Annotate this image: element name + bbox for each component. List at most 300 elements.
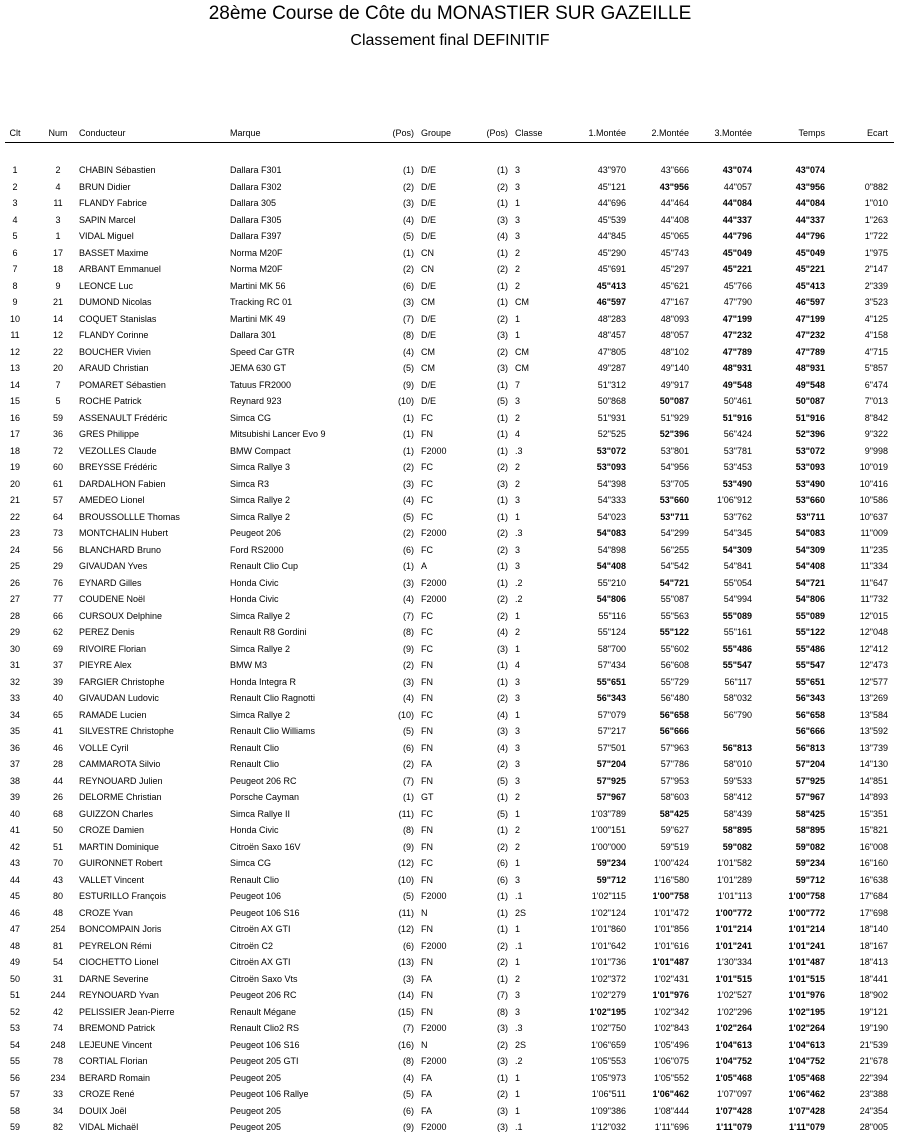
classe-cell: 1	[515, 1089, 521, 1099]
marque-cell: Renault Clio Ragnotti	[230, 693, 316, 703]
montee-1-cell: 54"806	[596, 594, 626, 604]
clt-cell: 8	[12, 280, 18, 291]
temps-cell: 44"337	[795, 214, 825, 225]
num-cell: 36	[52, 429, 63, 439]
conducteur-cell: BROUSSOLLLE Thomas	[79, 511, 180, 522]
marque-cell: Simca Rallye 2	[230, 610, 291, 621]
pos-classe-cell: (1)	[497, 1072, 508, 1083]
montee-3-cell: 44"084	[722, 198, 752, 208]
montee-2-cell: 48"093	[660, 313, 689, 324]
clt-cell: 9	[12, 297, 18, 307]
temps-cell: 49"548	[795, 379, 825, 390]
montee-1-cell: 57"079	[597, 709, 626, 720]
montee-1-cell: 51"312	[597, 379, 626, 390]
marque-cell: Dallara F305	[230, 214, 282, 225]
conducteur-cell: CURSOUX Delphine	[79, 610, 163, 621]
montee-3-cell: 45"766	[723, 280, 752, 291]
pos-classe-cell: (2)	[497, 594, 508, 604]
marque-cell: Renault Clio	[230, 874, 280, 885]
pos-groupe-cell: (6)	[403, 742, 414, 753]
pos-groupe-cell: (7)	[403, 313, 414, 324]
montee-3-cell: 45"049	[722, 247, 752, 258]
montee-2-cell: 1'08"444	[654, 1105, 689, 1116]
pos-groupe-cell: (10)	[397, 396, 414, 406]
num-cell: 56	[52, 544, 63, 555]
marque-cell: Simca Rallye 2	[230, 643, 291, 654]
ecart-cell: 17"698	[859, 907, 888, 918]
table-row	[0, 426, 900, 443]
ecart-cell: 10"586	[859, 495, 888, 505]
montee-2-cell: 43"666	[660, 165, 689, 175]
marque-cell: Peugeot 205	[230, 1105, 282, 1116]
clt-cell: 27	[9, 594, 20, 604]
montee-2-cell: 1'02"431	[654, 973, 689, 984]
marque-cell: Peugeot 206	[230, 528, 282, 538]
montee-3-cell: 48"931	[722, 363, 752, 373]
montee-1-cell: 57"925	[596, 775, 626, 786]
num-cell: 2	[55, 165, 61, 175]
clt-cell: 7	[12, 264, 18, 274]
clt-cell: 11	[10, 330, 20, 340]
montee-3-cell: 56"117	[724, 676, 752, 687]
num-cell: 54	[52, 957, 63, 967]
conducteur-cell: PEREZ Denis	[79, 627, 135, 637]
ecart-cell: 10"019	[859, 462, 888, 472]
conducteur-cell: FARGIER Christophe	[79, 676, 165, 687]
temps-cell: 57"204	[795, 759, 825, 769]
montee-3-cell: 58"895	[722, 825, 752, 835]
conducteur-cell: CHABIN Sébastien	[79, 165, 156, 175]
num-cell: 76	[52, 577, 63, 588]
pos-groupe-cell: (2)	[403, 264, 414, 274]
montee-1-cell: 1'01"736	[591, 957, 626, 967]
table-row	[0, 575, 900, 592]
marque-cell: JEMA 630 GT	[230, 363, 287, 373]
clt-cell: 58	[9, 1105, 20, 1116]
table-row	[0, 707, 900, 724]
classe-cell: CM	[515, 363, 529, 373]
montee-3-cell: 53"781	[723, 445, 752, 456]
ecart-cell: 19"190	[859, 1023, 888, 1033]
temps-cell: 55"486	[795, 643, 825, 654]
ecart-cell: 21"678	[859, 1056, 888, 1066]
montee-1-cell: 1'01"860	[591, 924, 626, 934]
montee-1-cell: 57"204	[596, 759, 626, 769]
groupe-cell: FC	[421, 478, 433, 489]
pos-classe-cell: (2)	[497, 462, 508, 472]
montee-1-cell: 45"413	[596, 280, 626, 291]
temps-cell: 53"490	[795, 478, 825, 489]
ecart-cell: 13"584	[859, 709, 888, 720]
conducteur-cell: BREYSSE Frédéric	[79, 462, 158, 472]
ecart-cell: 14"893	[859, 792, 888, 802]
num-cell: 60	[52, 462, 63, 472]
groupe-cell: D/E	[421, 330, 437, 340]
ecart-cell: 21"539	[859, 1039, 888, 1050]
pos-groupe-cell: (6)	[403, 544, 414, 555]
montee-1-cell: 46"597	[596, 297, 626, 307]
conducteur-cell: RAMADE Lucien	[79, 709, 147, 720]
montee-1-cell: 53"093	[596, 462, 626, 472]
num-cell: 57	[52, 495, 63, 505]
marque-cell: Simca Rallye 3	[230, 462, 291, 472]
pos-classe-cell: (1)	[497, 412, 508, 423]
montee-3-cell: 1'04"613	[715, 1039, 752, 1050]
table-row	[0, 921, 900, 938]
ecart-cell: 18"140	[859, 924, 888, 934]
montee-1-cell: 1'03"789	[591, 808, 626, 819]
ecart-cell: 5"857	[864, 363, 888, 373]
temps-cell: 54"806	[795, 594, 825, 604]
groupe-cell: D/E	[421, 280, 437, 291]
num-cell: 72	[52, 445, 63, 456]
document-title: 28ème Course de Côte du MONASTIER SUR GAZEILLE	[208, 3, 692, 24]
pos-classe-cell: (1)	[497, 973, 508, 984]
conducteur-cell: ARAUD Christian	[79, 363, 149, 373]
num-cell: 33	[52, 1089, 63, 1099]
table-row	[0, 1053, 900, 1070]
montee-3-cell: 53"490	[722, 478, 752, 489]
pos-classe-cell: (3)	[497, 1023, 508, 1033]
temps-cell: 1'05"468	[788, 1072, 825, 1083]
montee-3-cell: 59"082	[722, 841, 752, 852]
montee-1-cell: 48"283	[597, 313, 626, 324]
conducteur-cell: GRES Philippe	[79, 429, 140, 439]
temps-cell: 1'01"976	[788, 990, 825, 1000]
montee-3-cell: 1'01"113	[717, 891, 752, 901]
marque-cell: Speed Car GTR	[230, 346, 295, 357]
classe-cell: 2S	[515, 1039, 527, 1050]
montee-2-cell: 53"711	[660, 511, 689, 522]
ecart-cell: 17"684	[859, 891, 888, 901]
table-row	[0, 756, 900, 773]
ecart-cell: 10"637	[859, 511, 888, 522]
montee-2-cell: 56"666	[659, 726, 689, 736]
num-cell: 70	[52, 858, 63, 868]
classe-cell: 1	[515, 924, 521, 934]
montee-3-cell: 54"841	[723, 561, 752, 571]
montee-2-cell: 56"480	[660, 693, 689, 703]
pos-groupe-cell: (12)	[397, 924, 414, 934]
ecart-cell: 18"441	[859, 973, 888, 984]
num-cell: 77	[52, 594, 63, 604]
ecart-cell: 15"351	[859, 808, 888, 819]
pos-classe-cell: (3)	[497, 478, 508, 489]
marque-cell: Peugeot 106 Rallye	[230, 1089, 309, 1099]
marque-cell: Citroën Saxo 16V	[230, 841, 301, 852]
pos-groupe-cell: (12)	[397, 858, 414, 868]
classe-cell: .1	[515, 891, 523, 901]
pos-classe-cell: (2)	[497, 544, 508, 555]
marque-cell: Renault Clio	[230, 759, 280, 769]
pos-groupe-cell: (1)	[403, 792, 414, 802]
num-cell: 9	[55, 280, 61, 291]
groupe-cell: FA	[421, 973, 433, 984]
marque-cell: BMW Compact	[230, 445, 291, 456]
pos-classe-cell: (1)	[497, 577, 508, 588]
pos-groupe-cell: (15)	[397, 1006, 414, 1017]
groupe-cell: F2000	[421, 528, 447, 538]
pos-classe-cell: (2)	[497, 759, 508, 769]
temps-cell: 1'06"462	[788, 1089, 825, 1099]
clt-cell: 52	[9, 1006, 20, 1017]
montee-1-cell: 45"290	[597, 247, 626, 258]
pos-classe-cell: (2)	[497, 313, 508, 324]
table-row	[0, 773, 900, 790]
classe-cell: 1	[515, 1105, 521, 1116]
montee-2-cell: 54"542	[660, 561, 689, 571]
clt-cell: 20	[9, 478, 20, 489]
temps-cell: 43"956	[795, 181, 825, 192]
pos-classe-cell: (1)	[497, 511, 508, 522]
montee-2-cell: 59"519	[660, 841, 689, 852]
pos-classe-cell: (7)	[497, 990, 508, 1000]
conducteur-cell: BRUN Didier	[79, 181, 131, 192]
classe-cell: 3	[515, 165, 521, 175]
num-cell: 80	[52, 891, 63, 901]
montee-3-cell: 58"439	[723, 808, 752, 819]
pos-classe-cell: (6)	[497, 858, 508, 868]
pos-groupe-cell: (11)	[398, 907, 414, 918]
montee-3-cell: 53"453	[723, 462, 752, 472]
clt-cell: 46	[9, 907, 20, 918]
montee-2-cell: 45"065	[660, 231, 689, 241]
montee-3-cell: 59"533	[723, 775, 752, 786]
num-cell: 34	[52, 1105, 63, 1116]
clt-cell: 39	[9, 792, 20, 802]
clt-cell: 50	[9, 973, 20, 984]
montee-2-cell: 47"167	[660, 297, 689, 307]
montee-2-cell: 45"743	[660, 247, 689, 258]
conducteur-cell: VIDAL Miguel	[79, 231, 134, 241]
results-table	[0, 162, 900, 1136]
temps-cell: 54"083	[795, 528, 825, 538]
table-row	[0, 690, 900, 707]
table-row	[0, 987, 900, 1004]
table-row	[0, 558, 900, 575]
header-clt: Clt	[9, 128, 21, 138]
groupe-cell: FC	[421, 709, 433, 720]
montee-3-cell: 1'30"334	[717, 957, 752, 967]
clt-cell: 2	[12, 181, 18, 192]
classe-cell: 1	[515, 957, 521, 967]
groupe-cell: D/E	[421, 313, 437, 324]
montee-2-cell: 55"122	[659, 627, 689, 637]
groupe-cell: GT	[421, 792, 434, 802]
marque-cell: Reynard 923	[230, 396, 282, 406]
classe-cell: 2	[515, 462, 521, 472]
montee-1-cell: 45"539	[597, 214, 626, 225]
groupe-cell: FN	[421, 990, 433, 1000]
montee-3-cell: 51"916	[722, 412, 752, 423]
conducteur-cell: DELORME Christian	[79, 792, 162, 802]
conducteur-cell: VALLET Vincent	[79, 874, 145, 885]
num-cell: 73	[52, 528, 63, 538]
temps-cell: 45"049	[795, 247, 825, 258]
conducteur-cell: RIVOIRE Florian	[79, 643, 147, 654]
marque-cell: Peugeot 106 S16	[230, 1039, 300, 1050]
groupe-cell: CM	[421, 363, 435, 373]
classe-cell: 2	[515, 264, 521, 274]
table-row	[0, 806, 900, 823]
pos-classe-cell: (5)	[497, 396, 508, 406]
montee-2-cell: 54"956	[660, 462, 689, 472]
clt-cell: 36	[9, 742, 20, 753]
num-cell: 69	[52, 643, 63, 654]
conducteur-cell: VEZOLLES Claude	[79, 445, 157, 456]
clt-cell: 12	[9, 346, 20, 357]
classe-cell: 3	[515, 775, 521, 786]
montee-2-cell: 58"425	[659, 808, 689, 819]
table-row	[0, 938, 900, 955]
classe-cell: 1	[515, 511, 521, 522]
classe-cell: 1	[515, 313, 521, 324]
temps-cell: 50"087	[795, 396, 825, 406]
temps-cell: 1'01"214	[788, 924, 825, 934]
ecart-cell: 1"722	[864, 231, 888, 241]
classe-cell: 2	[515, 973, 521, 984]
num-cell: 68	[52, 808, 63, 819]
conducteur-cell: DUMOND Nicolas	[79, 297, 152, 307]
table-row	[0, 624, 900, 641]
header-montee-3: 3.Montée	[714, 128, 752, 138]
pos-classe-cell: (4)	[497, 231, 508, 241]
montee-3-cell: 49"548	[722, 379, 752, 390]
conducteur-cell: DOUIX Joël	[79, 1105, 127, 1116]
marque-cell: Tracking RC 01	[230, 297, 293, 307]
num-cell: 44	[52, 775, 63, 786]
montee-3-cell: 1'01"289	[717, 874, 752, 885]
ecart-cell: 28"005	[859, 1122, 888, 1132]
montee-2-cell: 49"917	[660, 379, 689, 390]
pos-groupe-cell: (2)	[403, 181, 414, 192]
table-row	[0, 443, 900, 460]
classe-cell: 3	[515, 544, 521, 555]
marque-cell: Ford RS2000	[230, 544, 284, 555]
pos-groupe-cell: (3)	[403, 297, 414, 307]
ecart-cell: 12"577	[859, 676, 888, 687]
table-row	[0, 723, 900, 740]
montee-3-cell: 47"199	[722, 313, 752, 324]
ecart-cell: 4"125	[864, 313, 888, 324]
clt-cell: 44	[9, 874, 20, 885]
conducteur-cell: GIVAUDAN Yves	[79, 561, 148, 571]
classe-cell: 2S	[515, 907, 527, 918]
montee-2-cell: 55"087	[660, 594, 689, 604]
classe-cell: 2	[515, 627, 521, 637]
pos-groupe-cell: (6)	[403, 280, 414, 291]
num-cell: 29	[52, 561, 63, 571]
conducteur-cell: COQUET Stanislas	[79, 313, 157, 324]
marque-cell: Citroën C2	[230, 940, 274, 951]
temps-cell: 47"199	[795, 313, 825, 324]
temps-cell: 56"658	[795, 709, 825, 720]
montee-3-cell: 55"054	[723, 577, 752, 588]
pos-classe-cell: (3)	[497, 363, 508, 373]
temps-cell: 53"072	[795, 445, 825, 456]
pos-classe-cell: (1)	[497, 825, 508, 835]
conducteur-cell: ASSENAULT Frédéric	[79, 412, 168, 423]
conducteur-cell: EYNARD Gilles	[79, 577, 142, 588]
clt-cell: 13	[9, 363, 20, 373]
classe-cell: .2	[515, 594, 523, 604]
classe-cell: 1	[515, 610, 521, 621]
montee-1-cell: 54"083	[596, 528, 626, 538]
groupe-cell: FC	[421, 610, 433, 621]
table-row	[0, 1119, 900, 1136]
montee-3-cell: 47"790	[723, 297, 752, 307]
marque-cell: Renault R8 Gordini	[230, 627, 307, 637]
ecart-cell: 1"975	[864, 247, 888, 258]
montee-1-cell: 1'05"973	[591, 1072, 626, 1083]
montee-3-cell: 1'07"097	[717, 1089, 752, 1099]
conducteur-cell: SAPIN Marcel	[79, 214, 136, 225]
marque-cell: Simca Rallye 2	[230, 709, 291, 720]
pos-groupe-cell: (8)	[403, 1056, 414, 1066]
groupe-cell: FN	[421, 660, 433, 670]
montee-1-cell: 1'02"750	[591, 1023, 626, 1033]
montee-3-cell: 1'04"752	[715, 1056, 752, 1066]
montee-2-cell: 1'01"856	[654, 924, 689, 934]
ecart-cell: 2"147	[864, 264, 888, 274]
num-cell: 28	[52, 759, 63, 769]
temps-cell: 57"925	[795, 775, 825, 786]
pos-classe-cell: (3)	[497, 1105, 508, 1116]
clt-cell: 24	[9, 544, 20, 555]
marque-cell: Dallara F301	[230, 165, 282, 175]
classe-cell: 1	[515, 858, 521, 868]
ecart-cell: 7"013	[864, 396, 888, 406]
pos-groupe-cell: (2)	[403, 660, 414, 670]
num-cell: 39	[52, 676, 63, 687]
ecart-cell: 23"388	[859, 1089, 888, 1099]
temps-cell: 59"082	[795, 841, 825, 852]
conducteur-cell: DARDALHON Fabien	[79, 478, 166, 489]
clt-cell: 25	[9, 561, 20, 571]
montee-2-cell: 1'06"075	[654, 1056, 689, 1066]
table-row	[0, 459, 900, 476]
pos-groupe-cell: (1)	[403, 247, 414, 258]
temps-cell: 56"813	[795, 742, 825, 753]
montee-3-cell: 54"309	[722, 544, 752, 555]
pos-groupe-cell: (1)	[403, 412, 414, 423]
clt-cell: 57	[9, 1089, 20, 1099]
montee-1-cell: 57"434	[597, 660, 626, 670]
table-row	[0, 971, 900, 988]
montee-2-cell: 55"563	[660, 610, 689, 621]
groupe-cell: FN	[421, 841, 433, 852]
pos-groupe-cell: (14)	[397, 990, 414, 1000]
clt-cell: 32	[9, 676, 20, 687]
montee-3-cell: 43"074	[722, 165, 752, 175]
groupe-cell: FC	[421, 627, 433, 637]
classe-cell: .2	[515, 577, 523, 588]
classe-cell: 3	[515, 181, 521, 192]
montee-1-cell: 45"691	[597, 264, 626, 274]
pos-classe-cell: (1)	[497, 561, 508, 571]
num-cell: 48	[52, 907, 63, 918]
ecart-cell: 12"048	[859, 627, 888, 637]
num-cell: 78	[52, 1056, 63, 1066]
montee-2-cell: 1'11"696	[654, 1122, 689, 1132]
groupe-cell: FN	[421, 957, 433, 967]
classe-cell: .1	[515, 1122, 523, 1132]
clt-cell: 54	[9, 1039, 20, 1050]
num-cell: 74	[52, 1023, 63, 1033]
marque-cell: Renault Mégane	[230, 1006, 297, 1017]
marque-cell: Mitsubishi Lancer Evo 9	[230, 429, 326, 439]
num-cell: 21	[52, 297, 63, 307]
